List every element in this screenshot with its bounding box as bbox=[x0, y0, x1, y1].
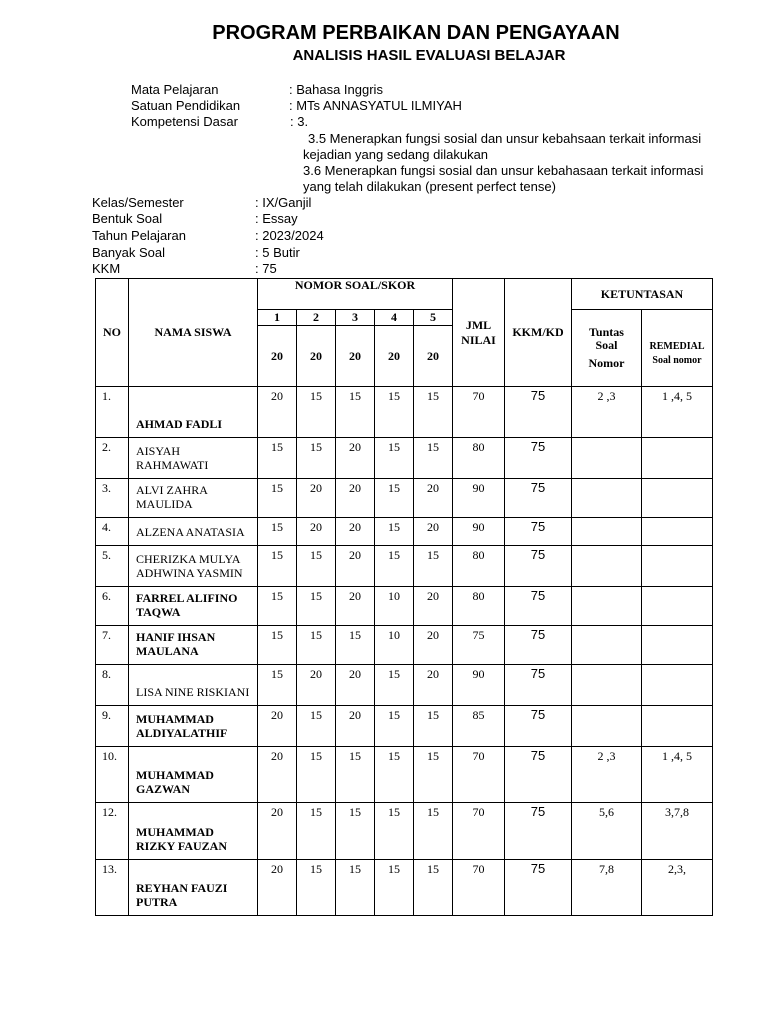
score-soal-3: 15 bbox=[336, 626, 375, 665]
score-soal-5: 15 bbox=[414, 706, 453, 747]
kelas-value: : IX/Ganjil bbox=[255, 195, 312, 210]
tahun-value: : 2023/2024 bbox=[255, 228, 324, 243]
row-number: 8. bbox=[96, 665, 129, 706]
student-name: AHMAD FADLI bbox=[129, 387, 258, 438]
remedial-soal-nomor bbox=[642, 518, 713, 546]
score-soal-4: 15 bbox=[375, 438, 414, 479]
row-number: 1. bbox=[96, 387, 129, 438]
score-soal-1: 15 bbox=[258, 546, 297, 587]
score-soal-4: 15 bbox=[375, 860, 414, 916]
tuntas-soal-nomor bbox=[572, 438, 642, 479]
score-soal-4: 15 bbox=[375, 665, 414, 706]
kkm-label: KKM bbox=[92, 261, 121, 276]
tuntas-soal-nomor: 5,6 bbox=[572, 803, 642, 860]
remedial-soal-nomor: 2,3, bbox=[642, 860, 713, 916]
score-soal-5: 15 bbox=[414, 546, 453, 587]
score-soal-2: 15 bbox=[297, 587, 336, 626]
score-soal-2: 15 bbox=[297, 626, 336, 665]
table-row bbox=[96, 665, 713, 706]
score-soal-5: 20 bbox=[414, 479, 453, 518]
header-tuntas-line-1: Tuntas bbox=[589, 325, 624, 339]
score-soal-2: 20 bbox=[297, 479, 336, 518]
table-row bbox=[96, 803, 713, 860]
kkm-value: : 75 bbox=[255, 261, 277, 276]
score-soal-2: 15 bbox=[297, 706, 336, 747]
kd-value: : 3. bbox=[290, 114, 309, 129]
score-soal-5: 15 bbox=[414, 860, 453, 916]
score-soal-1: 20 bbox=[258, 387, 297, 438]
table-row bbox=[96, 518, 713, 546]
score-soal-2: 15 bbox=[297, 387, 336, 438]
score-soal-1: 15 bbox=[258, 479, 297, 518]
score-soal-3: 20 bbox=[336, 546, 375, 587]
score-soal-5: 20 bbox=[414, 665, 453, 706]
score-soal-1: 20 bbox=[258, 860, 297, 916]
student-name: ALZENA ANATASIA bbox=[129, 518, 258, 546]
header-remedial-line-1: REMEDIAL bbox=[649, 340, 705, 352]
remedial-soal-nomor bbox=[642, 706, 713, 747]
tuntas-soal-nomor bbox=[572, 706, 642, 747]
page-title: PROGRAM PERBAIKAN DAN PENGAYAAN bbox=[212, 22, 620, 44]
score-soal-2: 15 bbox=[297, 860, 336, 916]
kkm-value: 75 bbox=[505, 479, 572, 518]
score-soal-4: 10 bbox=[375, 587, 414, 626]
header-max-4: 20 bbox=[375, 326, 414, 387]
score-soal-2: 15 bbox=[297, 803, 336, 860]
score-soal-3: 20 bbox=[336, 438, 375, 479]
kkm-value: 75 bbox=[505, 747, 572, 803]
tuntas-soal-nomor bbox=[572, 546, 642, 587]
header-tuntas bbox=[572, 310, 642, 387]
score-soal-3: 20 bbox=[336, 587, 375, 626]
header-max-2: 20 bbox=[297, 326, 336, 387]
score-soal-3: 20 bbox=[336, 479, 375, 518]
remedial-soal-nomor: 1 ,4, 5 bbox=[642, 387, 713, 438]
row-number: 13. bbox=[96, 860, 129, 916]
header-max-5: 20 bbox=[414, 326, 453, 387]
remedial-soal-nomor: 3,7,8 bbox=[642, 803, 713, 860]
score-soal-4: 15 bbox=[375, 803, 414, 860]
header-jml: JML bbox=[465, 317, 492, 332]
tuntas-soal-nomor bbox=[572, 665, 642, 706]
header-max-1: 20 bbox=[258, 326, 297, 387]
score-soal-3: 20 bbox=[336, 518, 375, 546]
score-soal-1: 20 bbox=[258, 706, 297, 747]
header-soal-5: 5 bbox=[414, 310, 453, 326]
score-soal-5: 15 bbox=[414, 387, 453, 438]
page-subtitle: ANALISIS HASIL EVALUASI BELAJAR bbox=[292, 47, 566, 64]
banyak-label: Banyak Soal bbox=[92, 245, 165, 260]
row-number: 12. bbox=[96, 803, 129, 860]
jml-nilai: 80 bbox=[453, 438, 505, 479]
jml-nilai: 70 bbox=[453, 747, 505, 803]
header-nama: NAMA SISWA bbox=[129, 279, 258, 387]
remedial-soal-nomor bbox=[642, 479, 713, 518]
jml-nilai: 90 bbox=[453, 518, 505, 546]
student-name: MUHAMMAD GAZWAN bbox=[129, 747, 258, 803]
score-soal-2: 15 bbox=[297, 546, 336, 587]
kkm-value: 75 bbox=[505, 387, 572, 438]
score-soal-5: 15 bbox=[414, 747, 453, 803]
row-number: 2. bbox=[96, 438, 129, 479]
header-remedial bbox=[642, 310, 713, 387]
header-max-3: 20 bbox=[336, 326, 375, 387]
score-soal-4: 15 bbox=[375, 747, 414, 803]
mapel-label: Mata Pelajaran bbox=[131, 82, 219, 97]
score-soal-2: 15 bbox=[297, 747, 336, 803]
tuntas-soal-nomor bbox=[572, 587, 642, 626]
remedial-soal-nomor bbox=[642, 626, 713, 665]
kkm-value: 75 bbox=[505, 438, 572, 479]
remedial-soal-nomor bbox=[642, 587, 713, 626]
kkm-value: 75 bbox=[505, 587, 572, 626]
score-soal-1: 20 bbox=[258, 803, 297, 860]
tuntas-soal-nomor: 2 ,3 bbox=[572, 747, 642, 803]
score-soal-1: 15 bbox=[258, 626, 297, 665]
score-soal-4: 10 bbox=[375, 626, 414, 665]
mapel-value: : Bahasa Inggris bbox=[289, 82, 383, 97]
kkm-value: 75 bbox=[505, 546, 572, 587]
student-name: ALVI ZAHRA MAULIDA bbox=[129, 479, 258, 518]
bentuk-label: Bentuk Soal bbox=[92, 211, 163, 226]
score-soal-3: 20 bbox=[336, 706, 375, 747]
table-row bbox=[96, 860, 713, 916]
score-soal-5: 15 bbox=[414, 803, 453, 860]
score-soal-5: 20 bbox=[414, 518, 453, 546]
kd-2-line-2: yang telah dilakukan (present perfect tense) bbox=[303, 179, 556, 194]
score-soal-1: 15 bbox=[258, 587, 297, 626]
jml-nilai: 90 bbox=[453, 479, 505, 518]
satuan-label: Satuan Pendidikan bbox=[131, 98, 241, 113]
header-soal-1: 1 bbox=[258, 310, 297, 326]
score-soal-3: 15 bbox=[336, 747, 375, 803]
header-soal-2: 2 bbox=[297, 310, 336, 326]
student-name: FARREL ALIFINO TAQWA bbox=[129, 587, 258, 626]
score-soal-5: 20 bbox=[414, 587, 453, 626]
table-row bbox=[96, 747, 713, 803]
score-soal-4: 15 bbox=[375, 518, 414, 546]
kkm-value: 75 bbox=[505, 803, 572, 860]
header-jml-nilai bbox=[453, 279, 505, 387]
remedial-soal-nomor bbox=[642, 546, 713, 587]
header-ketuntasan: KETUNTASAN bbox=[572, 279, 713, 310]
table-row bbox=[96, 546, 713, 587]
bentuk-value: : Essay bbox=[255, 211, 298, 226]
row-number: 10. bbox=[96, 747, 129, 803]
kd-2-line-1: 3.6 Menerapkan fungsi sosial dan unsur kebahasaan terkait informasi bbox=[303, 163, 704, 178]
kd-label: Kompetensi Dasar bbox=[131, 114, 238, 129]
header-nilai: NILAI bbox=[461, 332, 496, 347]
header-soal-3: 3 bbox=[336, 310, 375, 326]
row-number: 3. bbox=[96, 479, 129, 518]
row-number: 6. bbox=[96, 587, 129, 626]
jml-nilai: 80 bbox=[453, 546, 505, 587]
score-soal-5: 20 bbox=[414, 626, 453, 665]
table-row bbox=[96, 387, 713, 438]
kd-1-line-2: kejadian yang sedang dilakukan bbox=[303, 147, 489, 162]
tuntas-soal-nomor: 2 ,3 bbox=[572, 387, 642, 438]
header-kkm: KKM/KD bbox=[505, 279, 572, 387]
score-soal-4: 15 bbox=[375, 387, 414, 438]
jml-nilai: 70 bbox=[453, 860, 505, 916]
score-table bbox=[95, 278, 713, 916]
student-name: AISYAH RAHMAWATI bbox=[129, 438, 258, 479]
tahun-label: Tahun Pelajaran bbox=[92, 228, 186, 243]
student-name: REYHAN FAUZI PUTRA bbox=[129, 860, 258, 916]
score-soal-1: 20 bbox=[258, 747, 297, 803]
score-soal-1: 15 bbox=[258, 665, 297, 706]
remedial-soal-nomor: 1 ,4, 5 bbox=[642, 747, 713, 803]
score-soal-4: 15 bbox=[375, 479, 414, 518]
row-number: 9. bbox=[96, 706, 129, 747]
score-soal-3: 20 bbox=[336, 665, 375, 706]
header-tuntas-line-2: Soal bbox=[595, 338, 618, 352]
tuntas-soal-nomor: 7,8 bbox=[572, 860, 642, 916]
row-number: 7. bbox=[96, 626, 129, 665]
kkm-value: 75 bbox=[505, 518, 572, 546]
score-soal-3: 15 bbox=[336, 860, 375, 916]
banyak-value: : 5 Butir bbox=[255, 245, 300, 260]
kkm-value: 75 bbox=[505, 706, 572, 747]
kd-1-line-1: 3.5 Menerapkan fungsi sosial dan unsur kebahsaan terkait informasi bbox=[308, 131, 702, 146]
header-remedial-line-2: Soal nomor bbox=[652, 354, 702, 366]
tuntas-soal-nomor bbox=[572, 479, 642, 518]
jml-nilai: 90 bbox=[453, 665, 505, 706]
remedial-soal-nomor bbox=[642, 438, 713, 479]
student-name: CHERIZKA MULYA ADHWINA YASMIN bbox=[129, 546, 258, 587]
score-soal-4: 15 bbox=[375, 706, 414, 747]
jml-nilai: 70 bbox=[453, 387, 505, 438]
score-soal-2: 15 bbox=[297, 438, 336, 479]
jml-nilai: 80 bbox=[453, 587, 505, 626]
table-row bbox=[96, 626, 713, 665]
header-tuntas-line-3: Nomor bbox=[588, 356, 625, 370]
kelas-label: Kelas/Semester bbox=[92, 195, 184, 210]
tuntas-soal-nomor bbox=[572, 518, 642, 546]
remedial-soal-nomor bbox=[642, 665, 713, 706]
kkm-value: 75 bbox=[505, 665, 572, 706]
header-soal-4: 4 bbox=[375, 310, 414, 326]
table-row bbox=[96, 479, 713, 518]
score-soal-5: 15 bbox=[414, 438, 453, 479]
jml-nilai: 85 bbox=[453, 706, 505, 747]
header-nomor-soal: NOMOR SOAL/SKOR bbox=[258, 279, 453, 310]
table-row bbox=[96, 706, 713, 747]
tuntas-soal-nomor bbox=[572, 626, 642, 665]
student-name: MUHAMMAD RIZKY FAUZAN bbox=[129, 803, 258, 860]
jml-nilai: 70 bbox=[453, 803, 505, 860]
satuan-value: : MTs ANNASYATUL ILMIYAH bbox=[289, 98, 462, 113]
score-soal-3: 15 bbox=[336, 803, 375, 860]
student-name: HANIF IHSAN MAULANA bbox=[129, 626, 258, 665]
student-name: LISA NINE RISKIANI bbox=[129, 665, 258, 706]
student-name: MUHAMMAD ALDIYALATHIF bbox=[129, 706, 258, 747]
score-soal-1: 15 bbox=[258, 518, 297, 546]
score-soal-2: 20 bbox=[297, 518, 336, 546]
header-no: NO bbox=[96, 279, 129, 387]
score-soal-4: 15 bbox=[375, 546, 414, 587]
row-number: 5. bbox=[96, 546, 129, 587]
row-number: 4. bbox=[96, 518, 129, 546]
score-soal-2: 20 bbox=[297, 665, 336, 706]
jml-nilai: 75 bbox=[453, 626, 505, 665]
table-row bbox=[96, 587, 713, 626]
score-soal-3: 15 bbox=[336, 387, 375, 438]
kkm-value: 75 bbox=[505, 626, 572, 665]
kkm-value: 75 bbox=[505, 860, 572, 916]
score-soal-1: 15 bbox=[258, 438, 297, 479]
table-row bbox=[96, 438, 713, 479]
